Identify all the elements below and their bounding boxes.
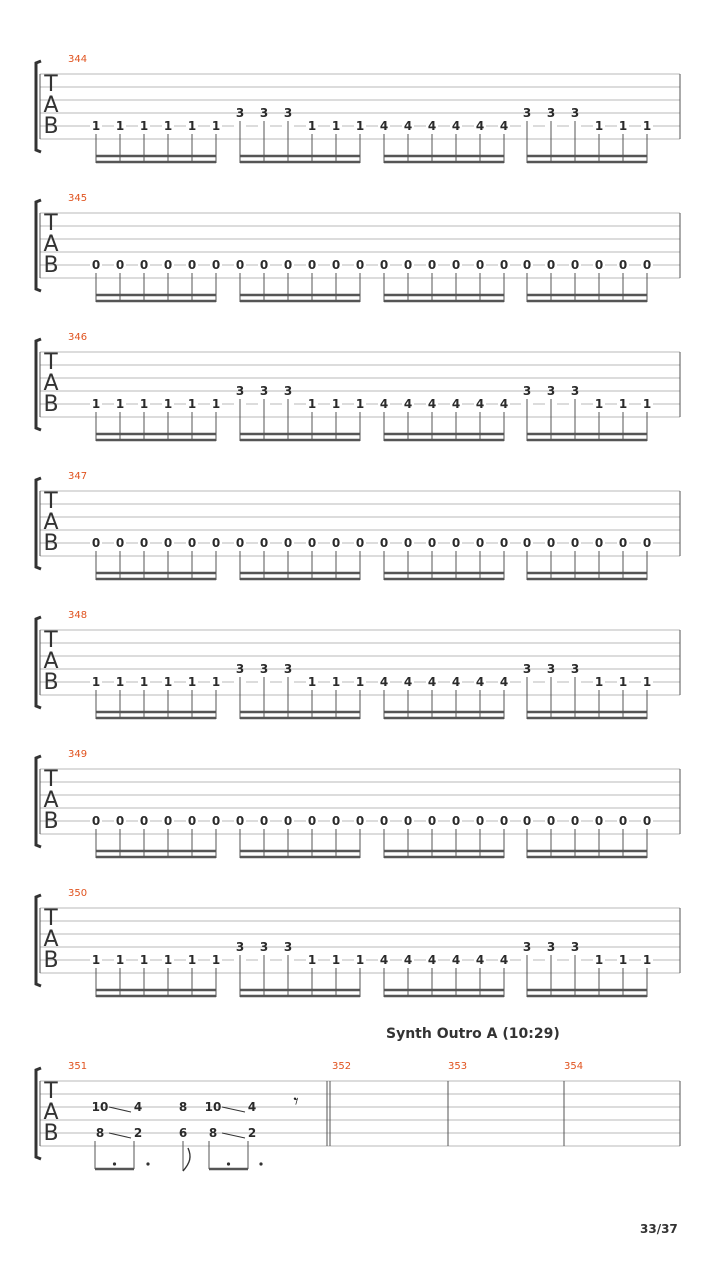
fret-number: 1 — [91, 397, 101, 411]
fret-number: 3 — [235, 940, 245, 954]
fret-number: 0 — [618, 536, 628, 550]
tab-clef-letter: T — [44, 72, 58, 97]
fret-number: 0 — [570, 536, 580, 550]
dot — [227, 1162, 230, 1165]
fret-number: 1 — [642, 119, 652, 133]
fret-number: 0 — [642, 536, 652, 550]
fret-number: 0 — [570, 258, 580, 272]
fret-number: 0 — [451, 814, 461, 828]
tab-clef-letter: B — [43, 392, 59, 417]
fret-number: 0 — [499, 814, 509, 828]
fret-number: 0 — [522, 536, 532, 550]
fret-number: 1 — [187, 675, 197, 689]
fret-number: 1 — [91, 675, 101, 689]
measure-number: 347 — [68, 471, 88, 482]
fret-number: 0 — [283, 536, 293, 550]
tab-clef-letter: T — [44, 489, 58, 514]
section-title: Synth Outro A (10:29) — [386, 1026, 560, 1042]
fret-number: 0 — [451, 258, 461, 272]
slide-line — [222, 1107, 245, 1112]
fret-number: 1 — [594, 119, 604, 133]
fret-number: 0 — [546, 536, 556, 550]
fret-number: 3 — [283, 662, 293, 676]
fret-number: 0 — [355, 814, 365, 828]
fret-number: 1 — [307, 953, 317, 967]
fret-number: 0 — [259, 258, 269, 272]
fret-number: 1 — [91, 953, 101, 967]
fret-number: 1 — [139, 675, 149, 689]
fret-number: 1 — [211, 119, 221, 133]
tab-clef-letter: B — [43, 114, 59, 139]
fret-number: 0 — [139, 536, 149, 550]
fret-number: 1 — [307, 119, 317, 133]
fret-number: 0 — [379, 814, 389, 828]
measure-number: 344 — [68, 54, 88, 65]
fret-number: 3 — [283, 940, 293, 954]
fret-number: 1 — [594, 675, 604, 689]
fret-number: 0 — [546, 814, 556, 828]
fret-number: 0 — [187, 536, 197, 550]
fret-number: 3 — [235, 106, 245, 120]
fret-number: 0 — [211, 814, 221, 828]
fret-number: 0 — [91, 814, 101, 828]
fret-number: 1 — [594, 397, 604, 411]
fret-number: 1 — [331, 675, 341, 689]
fret-number: 3 — [283, 106, 293, 120]
fret-number: 1 — [187, 953, 197, 967]
fret-number: 8 — [178, 1100, 188, 1114]
tab-clef-letter: B — [43, 1121, 59, 1146]
tab-clef-letter: A — [43, 232, 59, 257]
fret-number: 4 — [379, 953, 389, 967]
fret-number: 0 — [235, 258, 245, 272]
fret-number: 0 — [355, 536, 365, 550]
slide-line — [109, 1133, 131, 1138]
fret-number: 3 — [259, 384, 269, 398]
fret-number: 3 — [259, 662, 269, 676]
fret-number: 3 — [522, 662, 532, 676]
measure-number: 354 — [564, 1061, 584, 1072]
fret-number: 1 — [139, 953, 149, 967]
tab-system-last — [36, 1061, 680, 1171]
fret-number: 0 — [355, 258, 365, 272]
tab-clef-letter: B — [43, 531, 59, 556]
fret-number: 4 — [475, 675, 485, 689]
fret-number: 1 — [115, 119, 125, 133]
tab-clef-letter: A — [43, 371, 59, 396]
fret-number: 0 — [307, 258, 317, 272]
fret-number: 1 — [355, 953, 365, 967]
fret-number: 0 — [499, 536, 509, 550]
measure-number: 346 — [68, 332, 88, 343]
fret-number: 1 — [211, 675, 221, 689]
fret-number: 4 — [499, 397, 509, 411]
fret-number: 0 — [427, 536, 437, 550]
fret-number: 4 — [403, 953, 413, 967]
fret-number: 4 — [403, 397, 413, 411]
tab-system — [36, 471, 680, 580]
fret-number: 2 — [133, 1126, 143, 1140]
dot — [113, 1162, 116, 1165]
fret-number: 4 — [379, 119, 389, 133]
tab-clef-letter: T — [44, 906, 58, 931]
fret-number: 0 — [283, 258, 293, 272]
fret-number: 0 — [594, 536, 604, 550]
fret-number: 0 — [331, 536, 341, 550]
fret-number: 1 — [163, 119, 173, 133]
fret-number: 0 — [163, 536, 173, 550]
tab-clef-letter: B — [43, 253, 59, 278]
fret-number: 4 — [451, 675, 461, 689]
fret-number: 1 — [187, 119, 197, 133]
fret-number: 1 — [163, 675, 173, 689]
fret-number: 3 — [546, 384, 556, 398]
fret-number: 4 — [427, 397, 437, 411]
fret-number: 0 — [163, 258, 173, 272]
fret-number: 0 — [115, 258, 125, 272]
fret-number: 4 — [133, 1100, 143, 1114]
slide-line — [109, 1107, 131, 1112]
fret-number: 0 — [618, 258, 628, 272]
fret-number: 0 — [475, 814, 485, 828]
fret-number: 0 — [570, 814, 580, 828]
fret-number: 0 — [403, 814, 413, 828]
fret-number: 0 — [139, 814, 149, 828]
fret-number: 1 — [642, 675, 652, 689]
fret-number: 0 — [235, 814, 245, 828]
fret-number: 1 — [642, 397, 652, 411]
tab-clef-letter: B — [43, 948, 59, 973]
fret-number: 3 — [546, 940, 556, 954]
tab-clef-letter: A — [43, 788, 59, 813]
dot — [146, 1162, 149, 1165]
fret-number: 0 — [91, 258, 101, 272]
fret-number: 0 — [115, 814, 125, 828]
fret-number: 0 — [642, 814, 652, 828]
tab-clef-letter: A — [43, 927, 59, 952]
fret-number: 1 — [594, 953, 604, 967]
fret-number: 0 — [115, 536, 125, 550]
fret-number: 0 — [235, 536, 245, 550]
fret-number: 4 — [427, 675, 437, 689]
fret-number: 1 — [331, 397, 341, 411]
fret-number: 0 — [499, 258, 509, 272]
tab-clef-letter: T — [44, 211, 58, 236]
fret-number: 1 — [331, 119, 341, 133]
fret-number: 0 — [427, 814, 437, 828]
fret-number: 2 — [247, 1126, 257, 1140]
fret-number: 1 — [211, 953, 221, 967]
tab-clef-letter: A — [43, 649, 59, 674]
fret-number: 10 — [204, 1100, 222, 1114]
page-number: 33/37 — [640, 1222, 678, 1236]
fret-number: 4 — [379, 675, 389, 689]
fret-number: 1 — [618, 119, 628, 133]
fret-number: 1 — [618, 953, 628, 967]
fret-number: 0 — [211, 258, 221, 272]
fret-number: 4 — [499, 119, 509, 133]
fret-number: 1 — [163, 397, 173, 411]
tab-system — [36, 888, 680, 997]
fret-number: 3 — [546, 662, 556, 676]
fret-number: 8 — [208, 1126, 218, 1140]
fret-number: 3 — [570, 106, 580, 120]
fret-number: 0 — [403, 536, 413, 550]
fret-number: 4 — [403, 675, 413, 689]
fret-number: 3 — [283, 384, 293, 398]
fret-number: 0 — [522, 814, 532, 828]
measure-number: 352 — [332, 1061, 352, 1072]
fret-number: 3 — [235, 662, 245, 676]
tab-system — [36, 193, 680, 302]
tab-clef-letter: A — [43, 510, 59, 535]
fret-number: 3 — [259, 106, 269, 120]
fret-number: 4 — [475, 119, 485, 133]
fret-number: 1 — [307, 397, 317, 411]
fret-number: 0 — [475, 536, 485, 550]
fret-number: 1 — [307, 675, 317, 689]
fret-number: 4 — [499, 675, 509, 689]
measure-number: 350 — [68, 888, 88, 899]
fret-number: 1 — [115, 953, 125, 967]
tab-clef-letter: A — [43, 93, 59, 118]
fret-number: 3 — [235, 384, 245, 398]
fret-number: 0 — [307, 814, 317, 828]
fret-number: 3 — [570, 940, 580, 954]
fret-number: 4 — [451, 953, 461, 967]
fret-number: 0 — [379, 258, 389, 272]
fret-number: 1 — [331, 953, 341, 967]
tab-system — [36, 610, 680, 719]
fret-number: 0 — [163, 814, 173, 828]
tab-clef-letter: T — [44, 628, 58, 653]
fret-number: 3 — [570, 384, 580, 398]
fret-number: 0 — [187, 814, 197, 828]
fret-number: 4 — [499, 953, 509, 967]
fret-number: 0 — [331, 814, 341, 828]
fret-number: 0 — [331, 258, 341, 272]
fret-number: 0 — [475, 258, 485, 272]
fret-number: 3 — [546, 106, 556, 120]
tab-system — [36, 332, 680, 441]
fret-number: 0 — [259, 814, 269, 828]
fret-number: 4 — [427, 953, 437, 967]
fret-number: 0 — [379, 536, 389, 550]
fret-number: 0 — [594, 258, 604, 272]
tab-system — [36, 54, 680, 163]
measure-number: 353 — [448, 1061, 468, 1072]
fret-number: 3 — [522, 940, 532, 954]
tab-clef-letter: B — [43, 670, 59, 695]
dot — [259, 1162, 262, 1165]
fret-number: 4 — [475, 397, 485, 411]
fret-number: 0 — [139, 258, 149, 272]
fret-number: 3 — [570, 662, 580, 676]
fret-number: 4 — [451, 397, 461, 411]
fret-number: 1 — [187, 397, 197, 411]
fret-number: 0 — [259, 536, 269, 550]
fret-number: 3 — [522, 384, 532, 398]
fret-number: 1 — [355, 397, 365, 411]
tab-clef-letter: T — [44, 767, 58, 792]
fret-number: 0 — [91, 536, 101, 550]
fret-number: 8 — [95, 1126, 105, 1140]
fret-number: 0 — [618, 814, 628, 828]
fret-number: 4 — [451, 119, 461, 133]
fret-number: 1 — [355, 119, 365, 133]
fret-number: 0 — [187, 258, 197, 272]
fret-number: 4 — [403, 119, 413, 133]
fret-number: 4 — [475, 953, 485, 967]
measure-number: 351 — [68, 1061, 88, 1072]
tab-clef-letter: A — [43, 1100, 59, 1125]
fret-number: 1 — [163, 953, 173, 967]
fret-number: 1 — [211, 397, 221, 411]
measure-number: 349 — [68, 749, 88, 760]
fret-number: 0 — [403, 258, 413, 272]
fret-number: 1 — [355, 675, 365, 689]
tab-clef-letter: B — [43, 809, 59, 834]
fret-number: 1 — [115, 675, 125, 689]
fret-number: 10 — [91, 1100, 109, 1114]
tab-system — [36, 749, 680, 858]
fret-number: 4 — [247, 1100, 257, 1114]
measure-number: 345 — [68, 193, 88, 204]
slide-line — [222, 1133, 245, 1138]
fret-number: 1 — [91, 119, 101, 133]
measure-number: 348 — [68, 610, 88, 621]
fret-number: 1 — [618, 397, 628, 411]
fret-number: 0 — [642, 258, 652, 272]
eighth-rest: 𝄾 — [293, 1089, 299, 1113]
fret-number: 0 — [594, 814, 604, 828]
fret-number: 1 — [139, 397, 149, 411]
fret-number: 1 — [642, 953, 652, 967]
fret-number: 4 — [427, 119, 437, 133]
fret-number: 4 — [379, 397, 389, 411]
fret-number: 0 — [451, 536, 461, 550]
fret-number: 6 — [178, 1126, 188, 1140]
fret-number: 0 — [307, 536, 317, 550]
fret-number: 0 — [211, 536, 221, 550]
fret-number: 0 — [427, 258, 437, 272]
flag — [183, 1148, 190, 1171]
fret-number: 0 — [546, 258, 556, 272]
fret-number: 3 — [522, 106, 532, 120]
fret-number: 3 — [259, 940, 269, 954]
tab-clef-letter: T — [44, 1079, 58, 1104]
tab-clef-letter: T — [44, 350, 58, 375]
fret-number: 1 — [618, 675, 628, 689]
fret-number: 1 — [139, 119, 149, 133]
fret-number: 1 — [115, 397, 125, 411]
fret-number: 0 — [283, 814, 293, 828]
fret-number: 0 — [522, 258, 532, 272]
